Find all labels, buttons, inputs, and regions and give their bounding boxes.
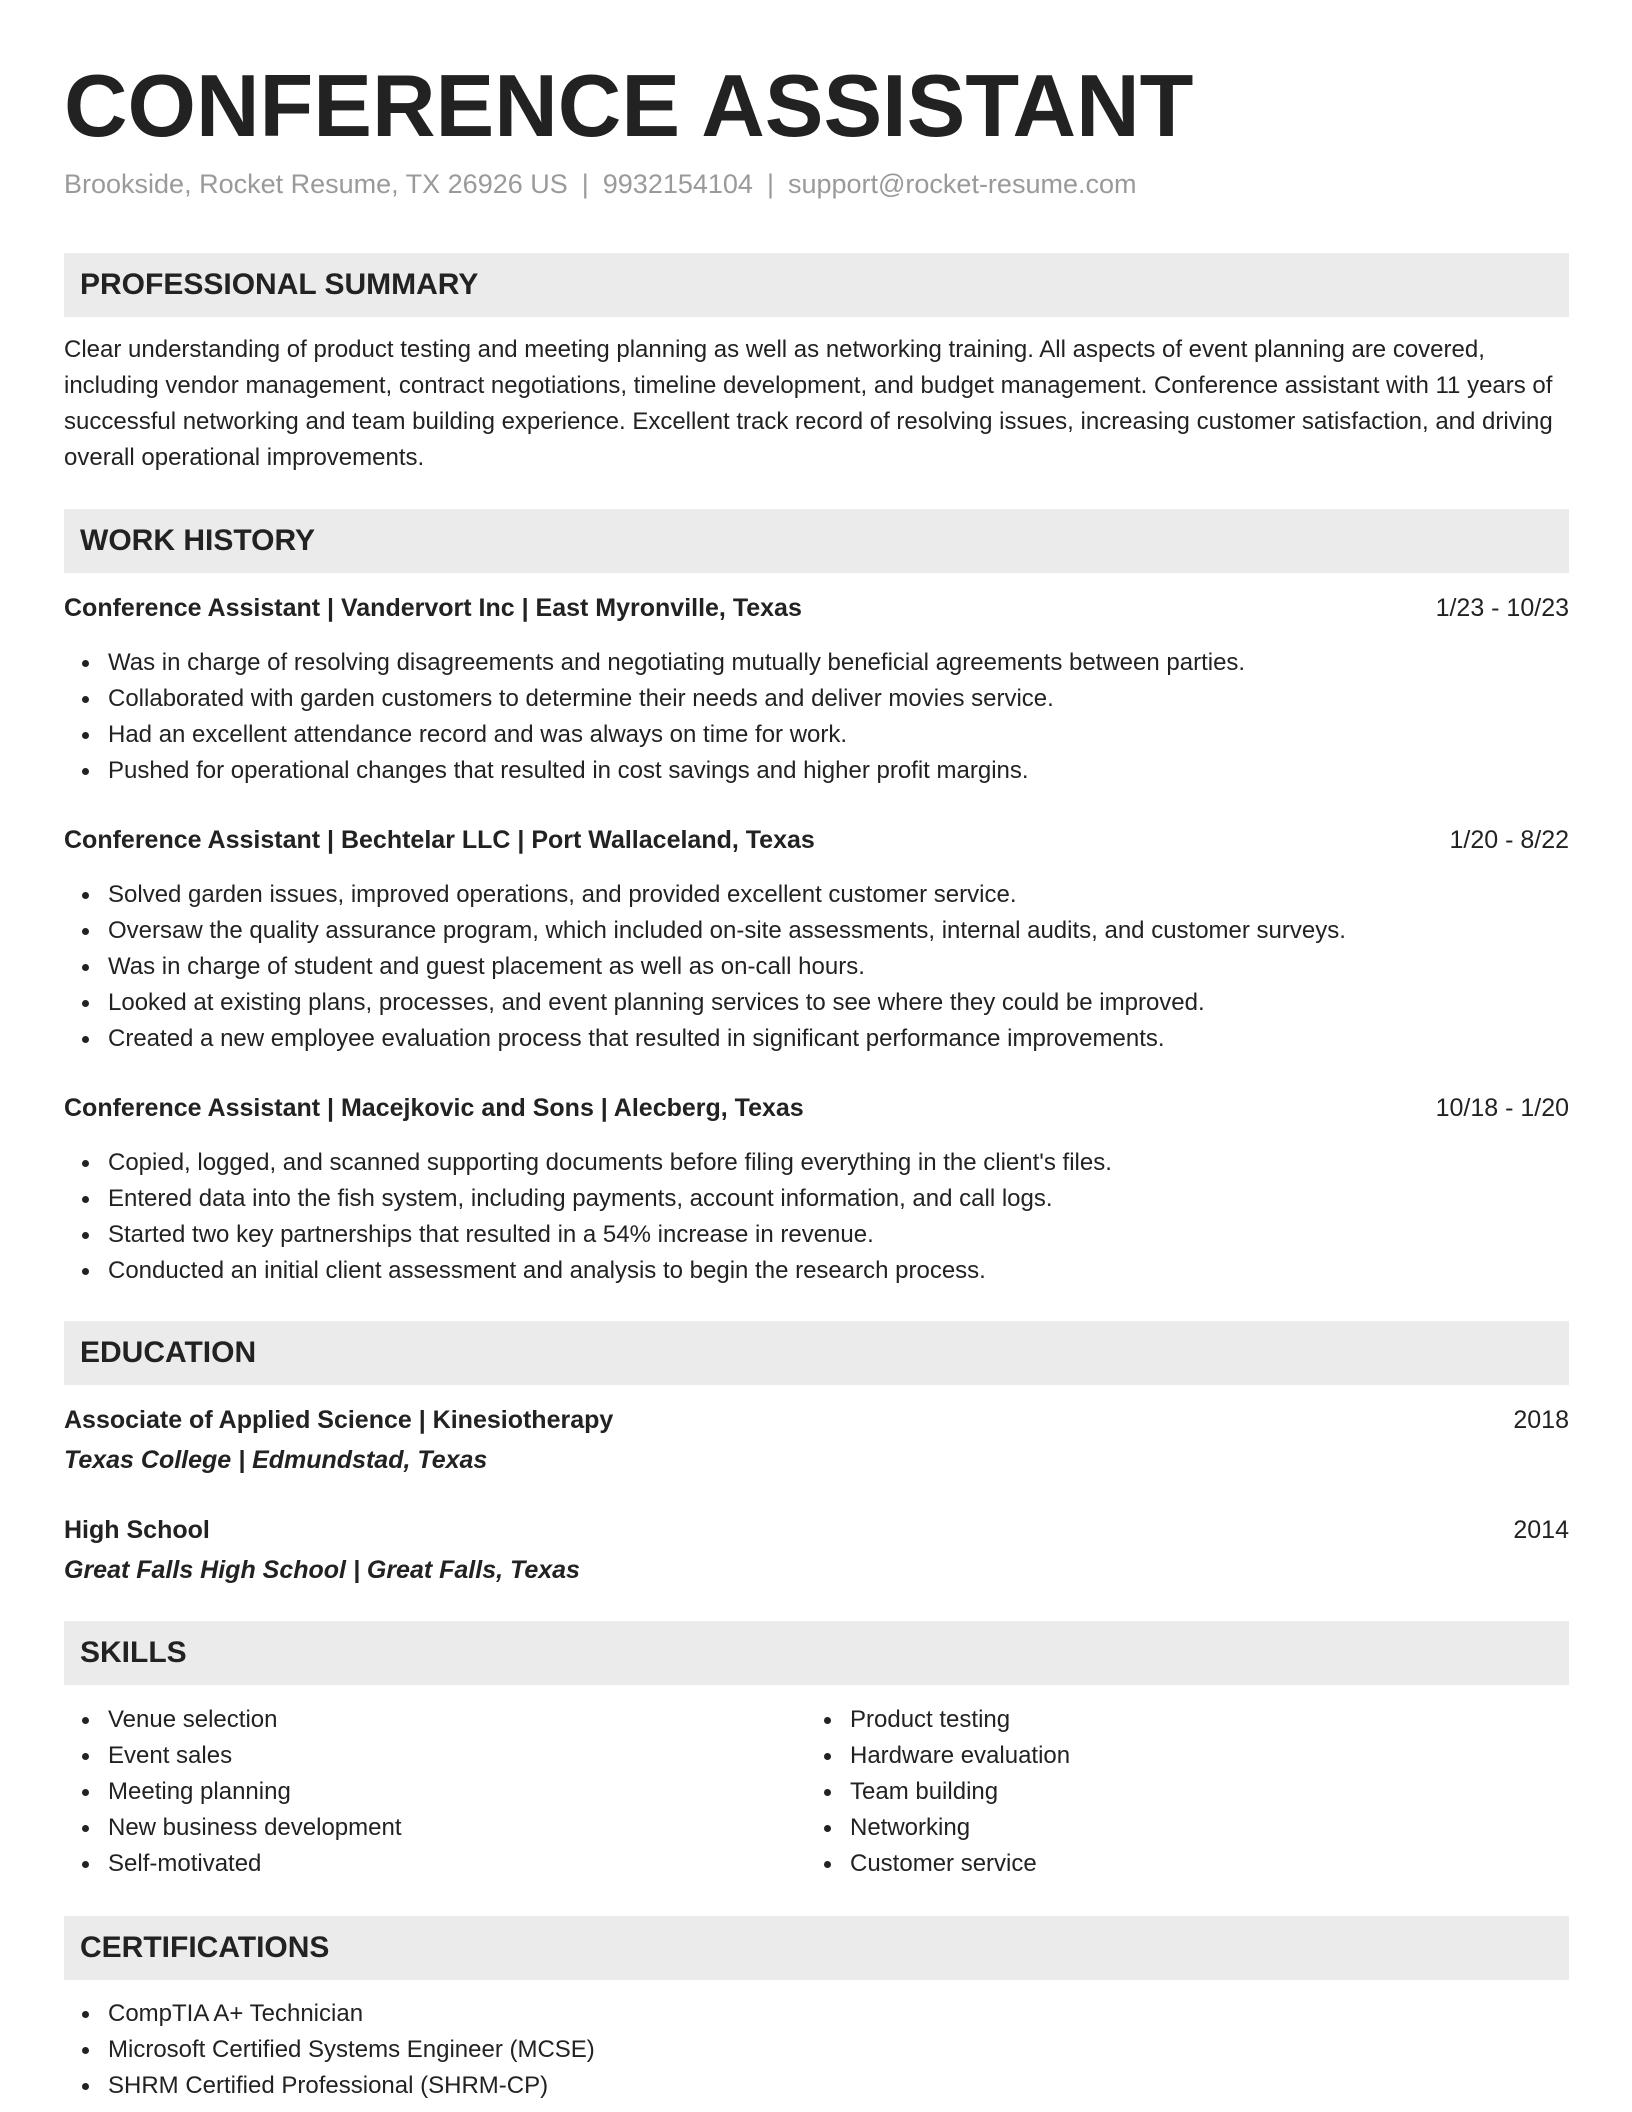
section-header-skills: SKILLS [64,1621,1569,1685]
list-item: Customer service [850,1846,1632,1882]
contact-separator: | [766,169,774,199]
job-dates: 1/20 - 8/22 [1449,826,1569,854]
list-item: Microsoft Certified Systems Engineer (MCSE) [108,2032,1568,2068]
education-year: 2018 [1513,1406,1569,1434]
certifications-list [64,1996,1568,2104]
list-item: Solved garden issues, improved operations, and provided excellent customer service. [108,877,1568,913]
section-header-summary: PROFESSIONAL SUMMARY [64,253,1569,317]
job-dates: 10/18 - 1/20 [1435,1094,1569,1122]
list-item: Created a new employee evaluation process that resulted in significant performance improvements. [108,1021,1568,1057]
job-bullets [64,1145,1568,1289]
list-item: Copied, logged, and scanned supporting documents before filing everything in the client's files. [108,1145,1568,1181]
section-header-work-history: WORK HISTORY [64,509,1569,573]
list-item: Self-motivated [108,1846,1568,1882]
skills-list-right [806,1702,1632,1882]
education-year: 2014 [1513,1516,1569,1544]
list-item: Event sales [108,1738,1568,1774]
list-item: SHRM Certified Professional (SHRM-CP) [108,2068,1568,2104]
list-item: Had an excellent attendance record and was always on time for work. [108,717,1568,753]
education-school: Texas College | Edmundstad, Texas [64,1446,488,1474]
list-item: Hardware evaluation [850,1738,1632,1774]
list-item: Started two key partnerships that resulted in a 54% increase in revenue. [108,1217,1568,1253]
list-item: Collaborated with garden customers to determine their needs and deliver movies service. [108,681,1568,717]
education-degree: Associate of Applied Science | Kinesiotherapy [64,1406,614,1434]
list-item: Pushed for operational changes that resulted in cost savings and higher profit margins. [108,753,1568,789]
contact-address: Brookside, Rocket Resume, TX 26926 US [64,169,568,199]
list-item: CompTIA A+ Technician [108,1996,1568,2032]
job-title: Conference Assistant | Vandervort Inc | East Myronville, Texas [64,594,802,622]
contact-separator: | [581,169,589,199]
section-header-education: EDUCATION [64,1321,1569,1385]
list-item: New business development [108,1810,1568,1846]
contact-phone: 9932154104 [602,169,753,199]
section-header-certifications: CERTIFICATIONS [64,1916,1569,1980]
list-item: Networking [850,1810,1632,1846]
list-item: Was in charge of resolving disagreements and negotiating mutually beneficial agreements between parties. [108,645,1568,681]
job-title: Conference Assistant | Bechtelar LLC | Port Wallaceland, Texas [64,826,815,854]
list-item: Looked at existing plans, processes, and event planning services to see where they could be improved. [108,985,1568,1021]
list-item: Was in charge of student and guest placement as well as on-call hours. [108,949,1568,985]
list-item: Team building [850,1774,1632,1810]
contact-line [64,166,1136,202]
job-title: Conference Assistant | Macejkovic and Sons | Alecberg, Texas [64,1094,804,1122]
list-item: Venue selection [108,1702,1568,1738]
job-bullets [64,645,1568,789]
summary-text: Clear understanding of product testing and meeting planning as well as networking training. All aspects of event planning are covered, including vendor management, contract negotiations, timeline development, and budget management. Conference assistant with 11 years of successful networking and team building experience. Excellent track record of resolving issues, increasing customer satisfaction, and driving overall operational improvements. [64,336,1553,471]
list-item: Entered data into the fish system, including payments, account information, and call logs. [108,1181,1568,1217]
contact-email[interactable]: support@rocket-resume.com [787,169,1137,199]
list-item: Product testing [850,1702,1632,1738]
list-item: Conducted an initial client assessment and analysis to begin the research process. [108,1253,1568,1289]
education-school: Great Falls High School | Great Falls, Texas [64,1556,580,1584]
job-dates: 1/23 - 10/23 [1435,594,1569,622]
candidate-name: CONFERENCE ASSISTANT [64,56,1194,155]
list-item: Meeting planning [108,1774,1568,1810]
job-bullets [64,877,1568,1057]
list-item: Oversaw the quality assurance program, which included on-site assessments, internal audits, and customer surveys. [108,913,1568,949]
education-degree: High School [64,1516,210,1544]
